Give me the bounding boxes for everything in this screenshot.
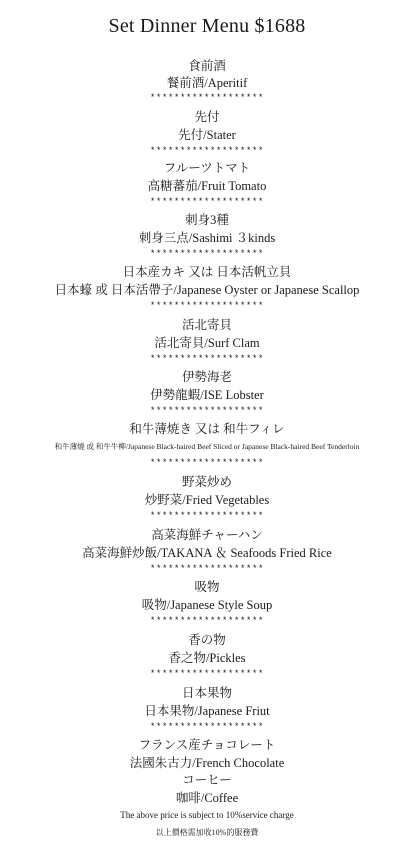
separator: ******************* bbox=[149, 93, 265, 103]
course-7-desc: 伊勢龍蝦/ISE Lobster bbox=[150, 388, 264, 402]
separator: ******************* bbox=[149, 406, 265, 416]
course-7-jp: 伊勢海老 bbox=[181, 370, 232, 384]
course-14-desc: 法國朱古力/French Chocolate bbox=[129, 756, 285, 770]
course-1-jp: 食前酒 bbox=[188, 59, 226, 73]
course-2-desc: 先付/Stater bbox=[178, 128, 236, 142]
separator: ******************* bbox=[149, 354, 265, 364]
course-10-jp: 高菜海鮮チャーハン bbox=[151, 528, 263, 542]
course-3-jp: フルーツトマト bbox=[163, 161, 251, 175]
separator: ******************* bbox=[149, 722, 265, 732]
coffee-jp: コーヒー bbox=[182, 773, 232, 787]
course-3-desc: 高糖蕃茄/Fruit Tomato bbox=[147, 179, 267, 193]
coffee-desc: 咖啡/Coffee bbox=[175, 791, 239, 805]
separator: ******************* bbox=[149, 458, 265, 468]
course-12-desc: 香之物/Pickles bbox=[168, 651, 246, 665]
service-charge-note-zh: 以上價格需加收10%的服務費 bbox=[155, 828, 259, 837]
course-12-jp: 香の物 bbox=[188, 633, 226, 647]
separator: ******************* bbox=[149, 616, 265, 626]
course-8-desc: 和牛薄燒 或 和牛牛柳/Japanese Black-haired Beef Sliced or Japanese Black-haired Beef Tenderloin bbox=[54, 442, 360, 451]
course-1-desc: 餐前酒/Aperitif bbox=[166, 76, 248, 90]
separator: ******************* bbox=[149, 146, 265, 156]
course-2-jp: 先付 bbox=[194, 110, 220, 124]
course-9-jp: 野菜炒め bbox=[181, 475, 232, 489]
course-13-jp: 日本果物 bbox=[181, 686, 232, 700]
separator: ******************* bbox=[149, 301, 265, 311]
course-8-jp: 和牛薄焼き 又は 和牛フィレ bbox=[129, 422, 285, 436]
menu-title: Set Dinner Menu $1688 bbox=[108, 15, 306, 37]
course-13-desc: 日本果物/Japanese Friut bbox=[144, 704, 270, 718]
course-11-desc: 吸物/Japanese Style Soup bbox=[141, 598, 273, 612]
service-charge-note-en: The above price is subject to 10%service charge bbox=[120, 810, 294, 820]
separator: ******************* bbox=[149, 564, 265, 574]
course-5-desc: 日本蠔 或 日本活帶子/Japanese Oyster or Japanese Scallop bbox=[54, 283, 360, 297]
course-5-jp: 日本産カキ 又は 日本活帆立貝 bbox=[122, 265, 292, 279]
course-6-jp: 活北寄貝 bbox=[181, 318, 232, 332]
course-14-jp: フランス産チョコレート bbox=[138, 738, 276, 752]
separator: ******************* bbox=[149, 511, 265, 521]
separator: ******************* bbox=[149, 197, 265, 207]
course-6-desc: 活北寄貝/Surf Clam bbox=[154, 336, 260, 350]
course-4-desc: 刺身三点/Sashimi ３kinds bbox=[138, 231, 276, 245]
course-9-desc: 炒野菜/Fried Vegetables bbox=[144, 493, 270, 507]
course-11-jp: 吸物 bbox=[194, 580, 220, 594]
course-10-desc: 高菜海鮮炒飯/TAKANA ＆ Seafoods Fried Rice bbox=[82, 546, 332, 560]
course-4-jp: 刺身3種 bbox=[185, 213, 229, 227]
separator: ******************* bbox=[149, 669, 265, 679]
separator: ******************* bbox=[149, 249, 265, 259]
